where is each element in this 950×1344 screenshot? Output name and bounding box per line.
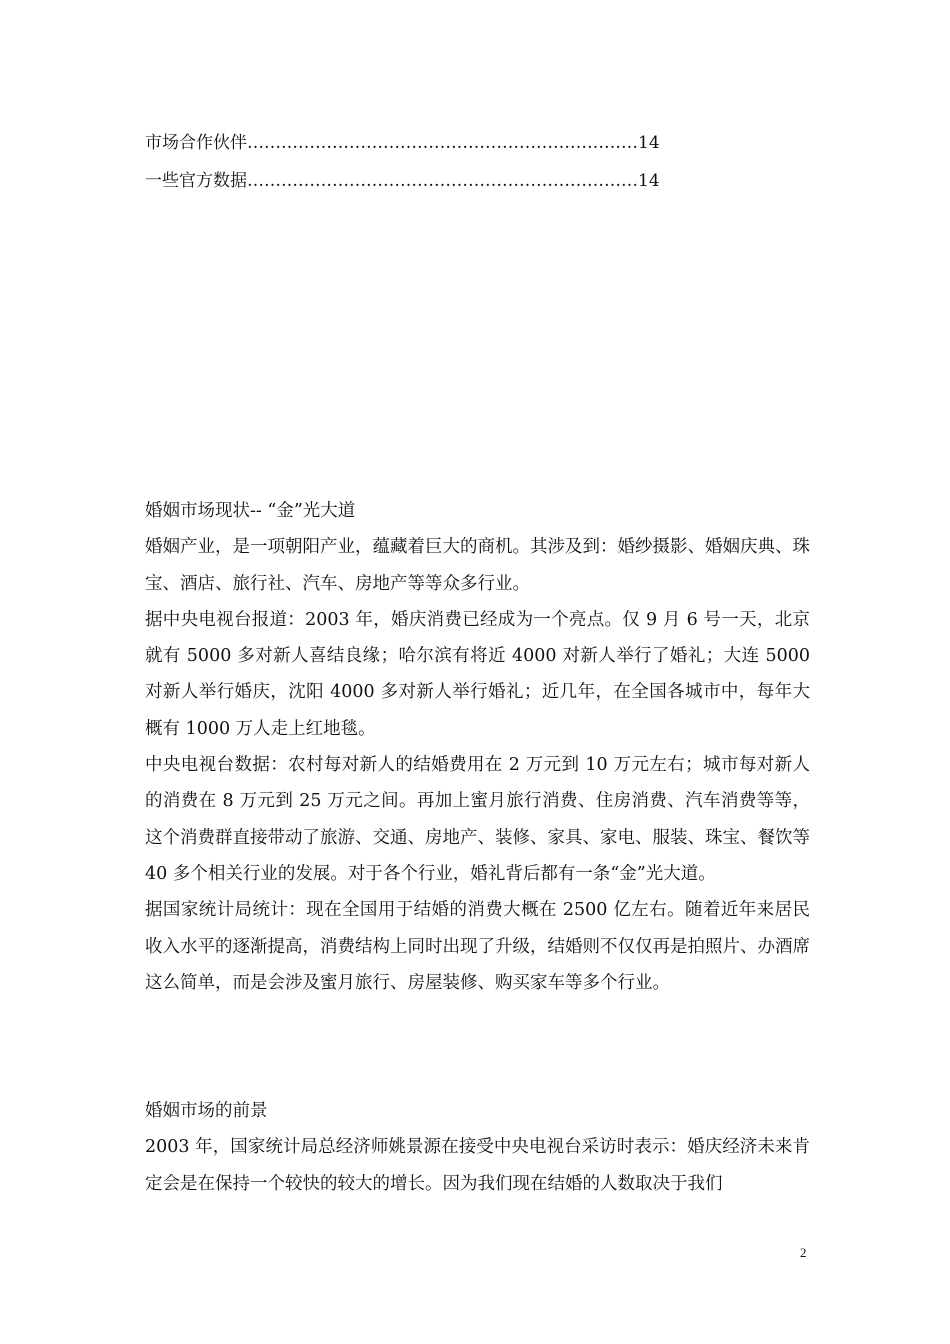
paragraph-cctv-report: 据中央电视台报道：2003 年，婚庆消费已经成为一个亮点。仅 9 月 6 号一天，北京就有 5000 多对新人喜结良缘；哈尔滨有将近 4000 对新人举行了婚礼；大连 5000 对新人举行婚庆，沈阳 4000 多对新人举行婚礼；近几年，在全国各城市中，每年大概有 1000 万人走上红地毯。 [145, 609, 810, 739]
paragraph-cctv-data: 中央电视台数据：农村每对新人的结婚费用在 2 万元到 10 万元左右；城市每对新人的消费在 8 万元到 25 万元之间。再加上蜜月旅行消费、住房消费、汽车消费等等，这个消费群直接带动了旅游、交通、房地产、装修、家具、家电、服装、珠宝、餐饮等 40 多个相关行业的发展。对于各个行业，婚礼背后都有一条“金”光大道。 [145, 755, 810, 884]
paragraph-industry-intro: 婚姻产业，是一项朝阳产业，蕴藏着巨大的商机。其涉及到：婚纱摄影、婚姻庆典、珠宝、酒店、旅行社、汽车、房地产等等众多行业。 [145, 537, 810, 594]
paragraph-economist-interview: 2003 年，国家统计局总经济师姚景源在接受中央电视台采访时表示：婚庆经济未来肯定会是在保持一个较快的较大的增长。因为我们现在结婚的人数取决于我们 [145, 1137, 810, 1194]
paragraph-statistics-bureau: 据国家统计局统计：现在全国用于结婚的消费大概在 2500 亿左右。随着近年来居民收入水平的逐渐提高，消费结构上同时出现了升级，结婚则不仅仅再是拍照片、办酒席这么简单，而是会涉及蜜月旅行、房屋装修、购买家车等多个行业。 [145, 900, 810, 993]
section-heading-market-status: 婚姻市场现状-- “金”光大道 [145, 501, 356, 521]
section-heading-market-outlook: 婚姻市场的前景 [145, 1101, 268, 1121]
toc-entry-partners: 市场合作伙伴……………………………………………………………14 [145, 133, 660, 153]
table-of-contents [145, 124, 725, 200]
section-market-outlook [145, 1093, 810, 1202]
page-number: 2 [800, 1245, 807, 1260]
section-market-status [145, 493, 810, 1001]
toc-entry-official-data: 一些官方数据……………………………………………………………14 [145, 171, 660, 191]
